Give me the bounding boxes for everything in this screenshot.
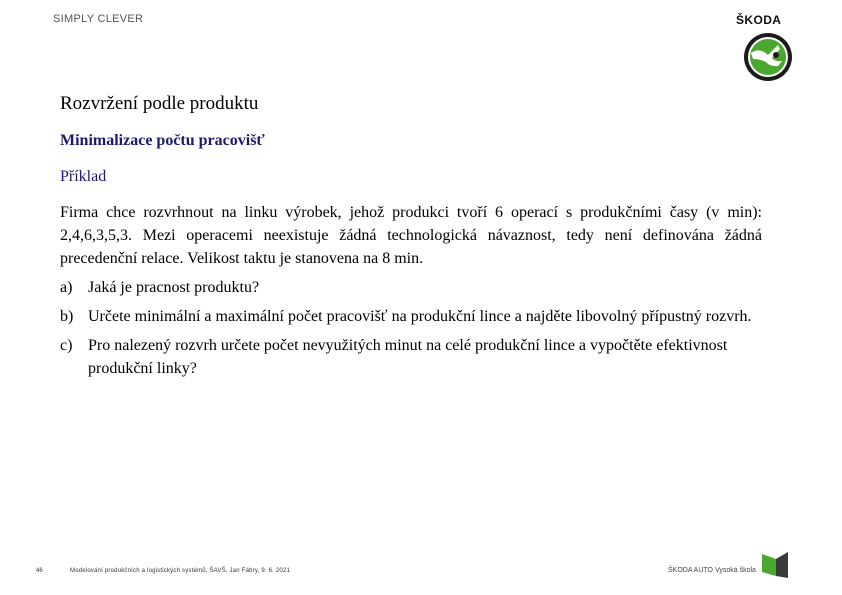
question-b [60, 305, 762, 328]
page-number: 46 [36, 568, 43, 574]
brand-name: ŠKODA [736, 13, 782, 27]
question-text: Jaká je pracnost produktu? [88, 279, 260, 296]
question-text: Určete minimální a maximální počet pracovišť na produkční lince a najděte libovolný přípustný rozvrh. [88, 308, 752, 325]
question-text: Pro nalezený rozvrh určete počet nevyužitých minut na celé produkční lince a vypočtěte efektivnost produkční linky? [88, 337, 728, 377]
question-label: a) [60, 279, 73, 296]
problem-paragraph: Firma chce rozvrhnout na linku výrobek, jehož produkci tvoří 6 operací s produkčními časy (v min): 2,4,6,3,5,3. Mezi operacemi neexistuje žádná technologická návaznost, tedy není definována žádná precedenční relace. Velikost taktu je stanovena na 8 min. [60, 204, 762, 267]
slide-body [60, 201, 762, 380]
slide-title: Rozvržení podle produktu [60, 93, 259, 114]
question-c [60, 334, 762, 380]
footer-text: Modelování produkčních a logistických systémů, ŠAVŠ, Jan Fábry, 9. 6. 2021 [70, 568, 291, 574]
question-label: b) [60, 308, 74, 325]
tagline: SIMPLY CLEVER [53, 13, 144, 25]
example-label: Příklad [60, 168, 107, 185]
slide-subtitle: Minimalizace počtu pracovišť [60, 132, 265, 149]
question-a [60, 276, 762, 299]
school-flag-icon [758, 550, 792, 580]
skoda-logo-icon [742, 31, 794, 83]
question-label: c) [60, 337, 73, 354]
school-name: ŠKODA AUTO Vysoká škola [668, 567, 756, 574]
